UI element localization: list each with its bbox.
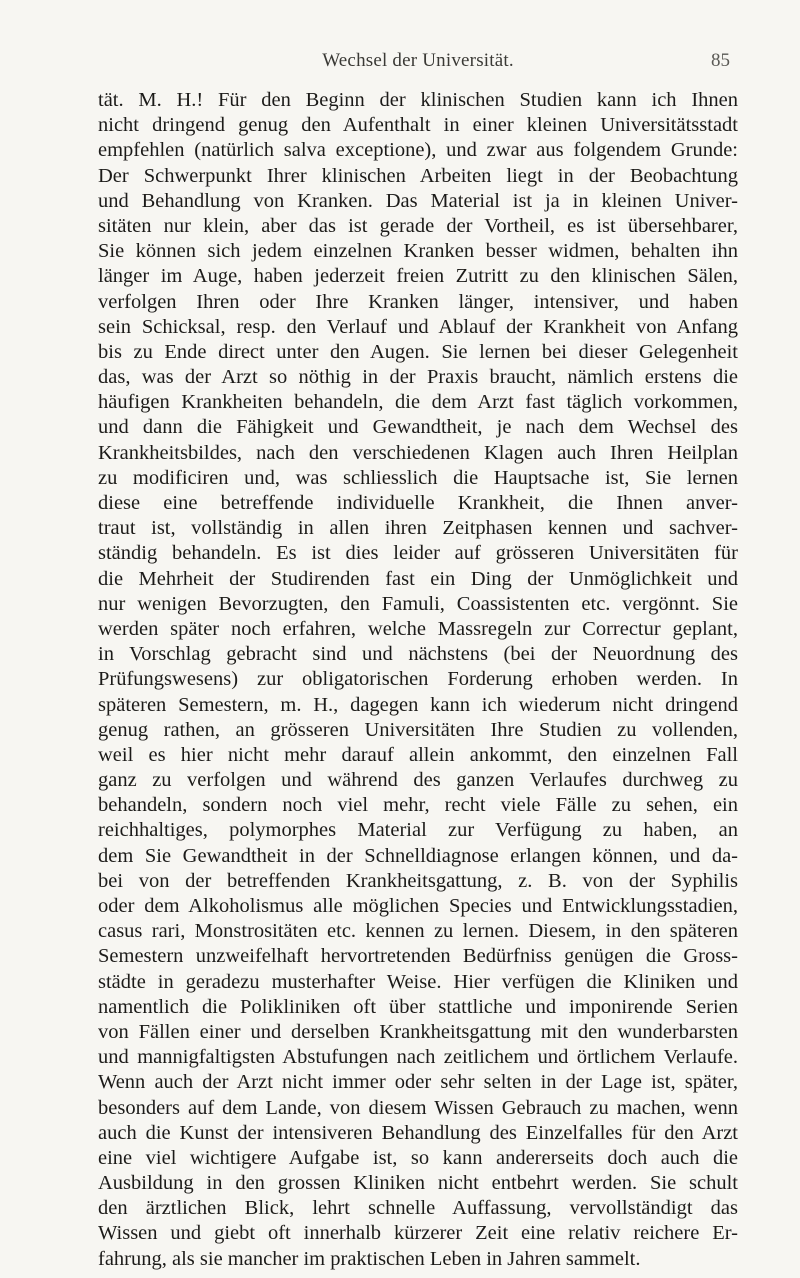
- text-line: die Mehrheit der Studirenden fast ein Ding der Unmöglichkeit und: [98, 567, 738, 590]
- text-line: das, was der Arzt so nöthig in der Praxis braucht, nämlich erstens die: [98, 366, 738, 389]
- text-line: verfolgen Ihren oder Ihre Kranken länger, intensiver, und haben: [98, 290, 738, 313]
- text-line: tät. M. H.! Für den Beginn der klinischen Studien kann ich Ihnen: [98, 89, 738, 111]
- text-line: Ausbildung in den grossen Kliniken nicht entbehrt werden. Sie schult: [98, 1172, 738, 1195]
- text-line: werden später noch erfahren, welche Massregeln zur Correctur geplant,: [98, 617, 738, 640]
- running-head: [98, 50, 738, 76]
- text-line: bei von der betreffenden Krankheitsgattung, z. B. von der Syphilis: [98, 869, 738, 892]
- text-line: und Behandlung von Kranken. Das Material ist ja in kleinen Univer-: [98, 189, 738, 212]
- text-line: genug rathen, an grösseren Universitäten Ihre Studien zu vollenden,: [98, 718, 738, 741]
- text-line: Semestern unzweifelhaft hervortretenden Bedürfniss genügen die Gross-: [98, 945, 738, 968]
- text-line: diese eine betreffende individuelle Krankheit, die Ihnen anver-: [98, 492, 738, 514]
- text-line: empfehlen (natürlich salva exceptione), und zwar aus folgendem Grunde:: [98, 139, 738, 162]
- body-text: [98, 88, 738, 1272]
- text-line: sein Schicksal, resp. den Verlauf und Ablauf der Krankheit von Anfang: [98, 315, 738, 338]
- text-line: häufigen Krankheiten behandeln, die dem Arzt fast täglich vorkommen,: [98, 391, 738, 414]
- text-line: Wenn auch der Arzt nicht immer oder sehr selten in der Lage ist, später,: [98, 1071, 738, 1094]
- text-line: namentlich die Polikliniken oft über stattliche und imponirende Serien: [98, 995, 738, 1018]
- text-line: Prüfungswesens) zur obligatorischen Forderung erhoben werden. In: [98, 668, 738, 691]
- text-line: und dann die Fähigkeit und Gewandtheit, je nach dem Wechsel des: [98, 416, 738, 439]
- text-line: ganz zu verfolgen und während des ganzen Verlaufes durchweg zu: [98, 769, 738, 792]
- text-line: und mannigfaltigsten Abstufungen nach zeitlichem und örtlichem Verlaufe.: [98, 1046, 738, 1069]
- text-line: den ärztlichen Blick, lehrt schnelle Auffassung, vervollständigt das: [98, 1197, 738, 1220]
- text-line: bis zu Ende direct unter den Augen. Sie lernen bei dieser Gelegenheit: [98, 340, 738, 363]
- text-line: auch die Kunst der intensiveren Behandlung des Einzelfalles für den Arzt: [98, 1121, 738, 1144]
- text-line: weil es hier nicht mehr darauf allein ankommt, den einzelnen Fall: [98, 743, 738, 766]
- text-line: von Fällen einer und derselben Krankheitsgattung mit den wunderbarsten: [98, 1020, 738, 1043]
- text-line: späteren Semestern, m. H., dagegen kann ich wiederum nicht dringend: [98, 693, 738, 716]
- text-line: nur wenigen Bevorzugten, den Famuli, Coassistenten etc. vergönnt. Sie: [98, 592, 738, 615]
- text-line: dem Sie Gewandtheit in der Schnelldiagnose erlangen können, und da-: [98, 844, 738, 867]
- text-line: reichhaltiges, polymorphes Material zur Verfügung zu haben, an: [98, 819, 738, 842]
- running-title: Wechsel der Universität.: [322, 50, 514, 71]
- text-line: Sie können sich jedem einzelnen Kranken besser widmen, behalten ihn: [98, 240, 738, 263]
- text-line: in Vorschlag gebracht sind und nächstens (bei der Neuordnung des: [98, 643, 738, 666]
- text-line: eine viel wichtigere Aufgabe ist, so kann andererseits doch auch die: [98, 1146, 738, 1169]
- text-line: städte in geradezu musterhafter Weise. Hier verfügen die Kliniken und: [98, 970, 738, 993]
- text-line: sitäten nur klein, aber das ist gerade der Vortheil, es ist übersehbarer,: [98, 214, 738, 237]
- text-line: besonders auf dem Lande, von diesem Wissen Gebrauch zu machen, wenn: [98, 1096, 738, 1119]
- page-number: 85: [711, 50, 730, 71]
- text-line: nicht dringend genug den Aufenthalt in einer kleinen Universitätsstadt: [98, 114, 738, 137]
- text-line: fahrung, als sie mancher im praktischen Leben in Jahren sammelt.: [98, 1247, 641, 1270]
- text-line: traut ist, vollständig in allen ihren Zeitphasen kennen und sachver-: [98, 517, 738, 540]
- text-line: Wissen und giebt oft innerhalb kürzerer Zeit eine relativ reichere Er-: [98, 1222, 738, 1245]
- text-line: zu modificiren und, was schliesslich die Hauptsache ist, Sie lernen: [98, 466, 738, 489]
- text-line: oder dem Alkoholismus alle möglichen Species und Entwicklungsstadien,: [98, 895, 738, 917]
- text-line: Der Schwerpunkt Ihrer klinischen Arbeiten liegt in der Beobachtung: [98, 164, 738, 187]
- text-line: länger im Auge, haben jederzeit freien Zutritt zu den klinischen Sälen,: [98, 265, 738, 288]
- text-line: ständig behandeln. Es ist dies leider auf grösseren Universitäten für: [98, 542, 738, 565]
- text-line: casus rari, Monstrositäten etc. kennen zu lernen. Diesem, in den späteren: [98, 920, 738, 943]
- text-line: behandeln, sondern noch viel mehr, recht viele Fälle zu sehen, ein: [98, 794, 738, 817]
- text-line: Krankheitsbildes, nach den verschiedenen Klagen auch Ihren Heilplan: [98, 441, 738, 464]
